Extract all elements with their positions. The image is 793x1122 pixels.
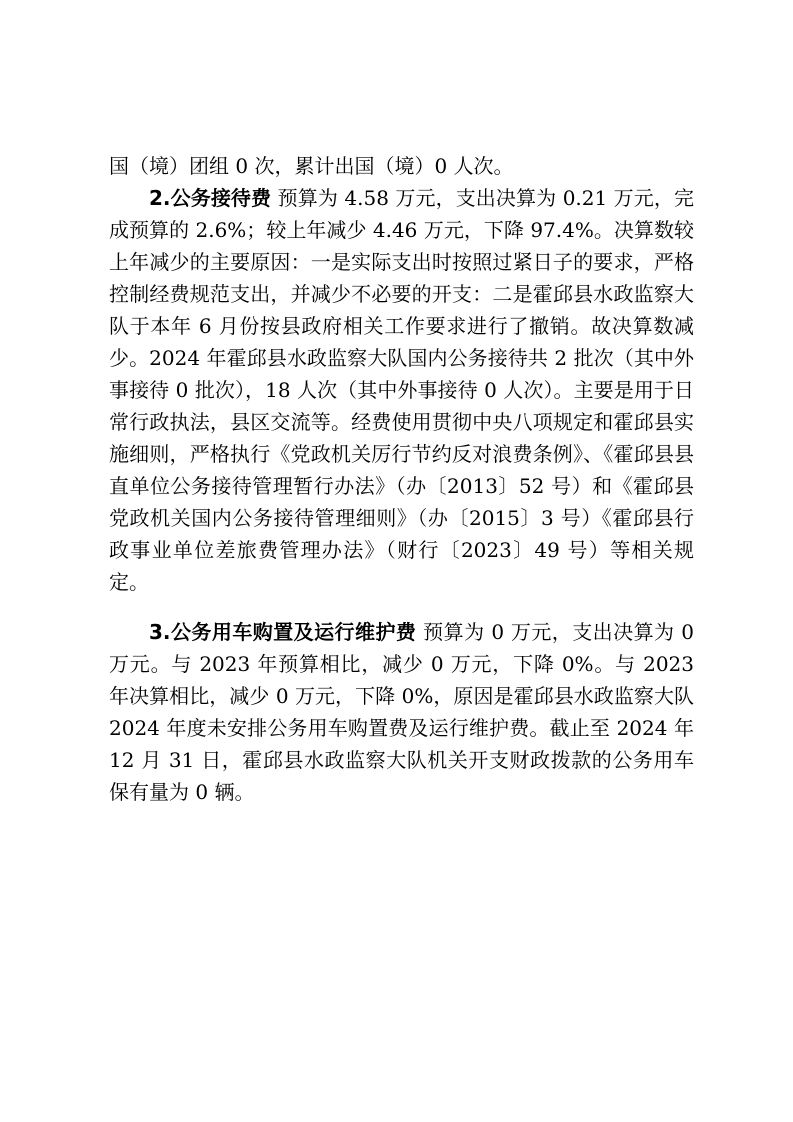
section-3-heading: 3.公务用车购置及运行维护费	[149, 620, 417, 644]
section-2-body: 预算为 4.58 万元，支出决算为 0.21 万元，完成预算的 2.6%；较上年减少 4.46 万元，下降 97.4%。决算数较上年减少的主要原因：一是实际支出时按照过紧日子的要求，严格控制经费规范支出，并减少不必要的开支：二是霍邱县水政监察大队于本年 6 月份按县政府相关工作要求进行了撤销。故决算数减少。2024 年霍邱县水政监察大队国内公务接待共 2 批次（其中外事接待 0 批次），18 人次（其中外事接待 0 人次）。主要是用于日常行政执法，县区交流等。经费使用贯彻中央八项规定和霍邱县实施细则，严格执行《党政机关厉行节约反对浪费条例》、《霍邱县县直单位公务接待管理暂行办法》（办〔2013〕52 号）和《霍邱县党政机关国内公务接待管理细则》（办〔2015〕3 号）《霍邱县行政事业单位差旅费管理办法》（财行〔2023〕49 号）等相关规定。	[109, 186, 695, 594]
continuation-paragraph: 国（境）团组 0 次，累计出国（境）0 人次。	[109, 154, 514, 178]
section-2-paragraph	[109, 182, 694, 598]
section-3-body: 预算为 0 万元，支出决算为 0 万元。与 2023 年预算相比，减少 0 万元，下降 0%。与 2023 年决算相比，减少 0 万元，下降 0%，原因是霍邱县水政监察大队 2024 年度未安排公务用车购置费及运行维护费。截止至 2024 年 12 月 31 日，霍邱县水政监察大队机关开支财政拨款的公务用车保有量为 0 辆。	[109, 620, 695, 804]
document-body	[109, 150, 694, 808]
section-2-heading: 2.公务接待费	[149, 186, 272, 210]
section-3-paragraph	[109, 616, 694, 808]
